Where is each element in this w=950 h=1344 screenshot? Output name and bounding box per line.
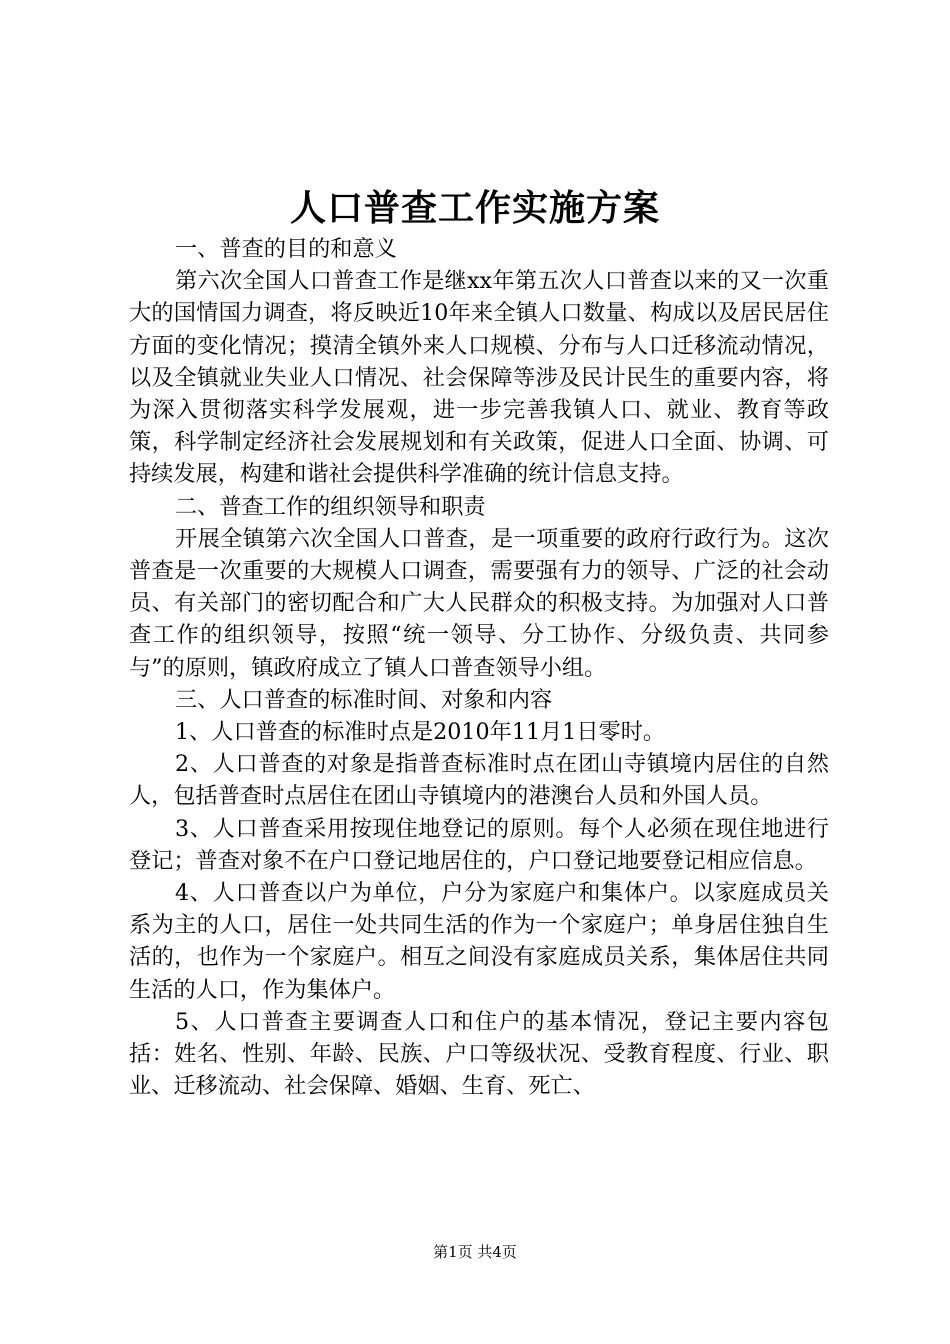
paragraph-item-4: 4、人口普查以户为单位，户分为家庭户和集体户。以家庭成员关系为主的人口，居住一处共同生活的作为一个家庭户；单身居住独自生活的，也作为一个家庭户。相互之间没有家庭成员关系，集体居住共同生活的人口，作为集体户。 [129, 880, 829, 1003]
paragraph-item-1: 1、人口普查的标准时点是2010年11月1日零时。 [175, 719, 666, 746]
page-footer: 第1页 共4页 [433, 1243, 517, 1261]
paragraph-organization: 开展全镇第六次全国人口普查，是一项重要的政府行政行为。这次普查是一次重要的大规模人口调查，需要强有力的领导、广泛的社会动员、有关部门的密切配合和广大人民群众的积极支持。为加强对人口普查工作的组织领导，按照“统一领导、分工协作、分级负责、共同参与”的原则，镇政府成立了镇人口普查领导小组。 [129, 525, 829, 681]
document-body [129, 233, 829, 1102]
document-title: 人口普查工作实施方案 [289, 187, 660, 229]
paragraph-item-2: 2、人口普查的对象是指普查标准时点在团山寺镇境内居住的自然人，包括普查时点居住在团山寺镇境内的港澳台人员和外国人员。 [129, 751, 829, 810]
section-heading-2: 二、普查工作的组织领导和职责 [175, 493, 486, 520]
section-heading-1: 一、普查的目的和意义 [175, 236, 397, 262]
paragraph-item-3: 3、人口普查采用按现住地登记的原则。每个人必须在现住地进行登记；普查对象不在户口登记地居住的，户口登记地要登记相应信息。 [129, 815, 829, 874]
section-heading-3: 三、人口普查的标准时间、对象和内容 [175, 686, 553, 713]
paragraph-purpose: 第六次全国人口普查工作是继xx年第五次人口普查以来的又一次重大的国情国力调查，将反映近10年来全镇人口数量、构成以及居民居住方面的变化情况；摸清全镇外来人口规模、分布与人口迁移流动情况，以及全镇就业失业人口情况、社会保障等涉及民计民生的重要内容，将为深入贯彻落实科学发展观，进一步完善我镇人口、就业、教育等政策，科学制定经济社会发展规划和有关政策，促进人口全面、协调、可持续发展，构建和谐社会提供科学准确的统计信息支持。 [129, 268, 829, 488]
paragraph-item-5: 5、人口普查主要调查人口和住户的基本情况，登记主要内容包括：姓名、性别、年龄、民族、户口等级状况、受教育程度、行业、职业、迁移流动、社会保障、婚姻、生育、死亡、 [129, 1008, 829, 1100]
